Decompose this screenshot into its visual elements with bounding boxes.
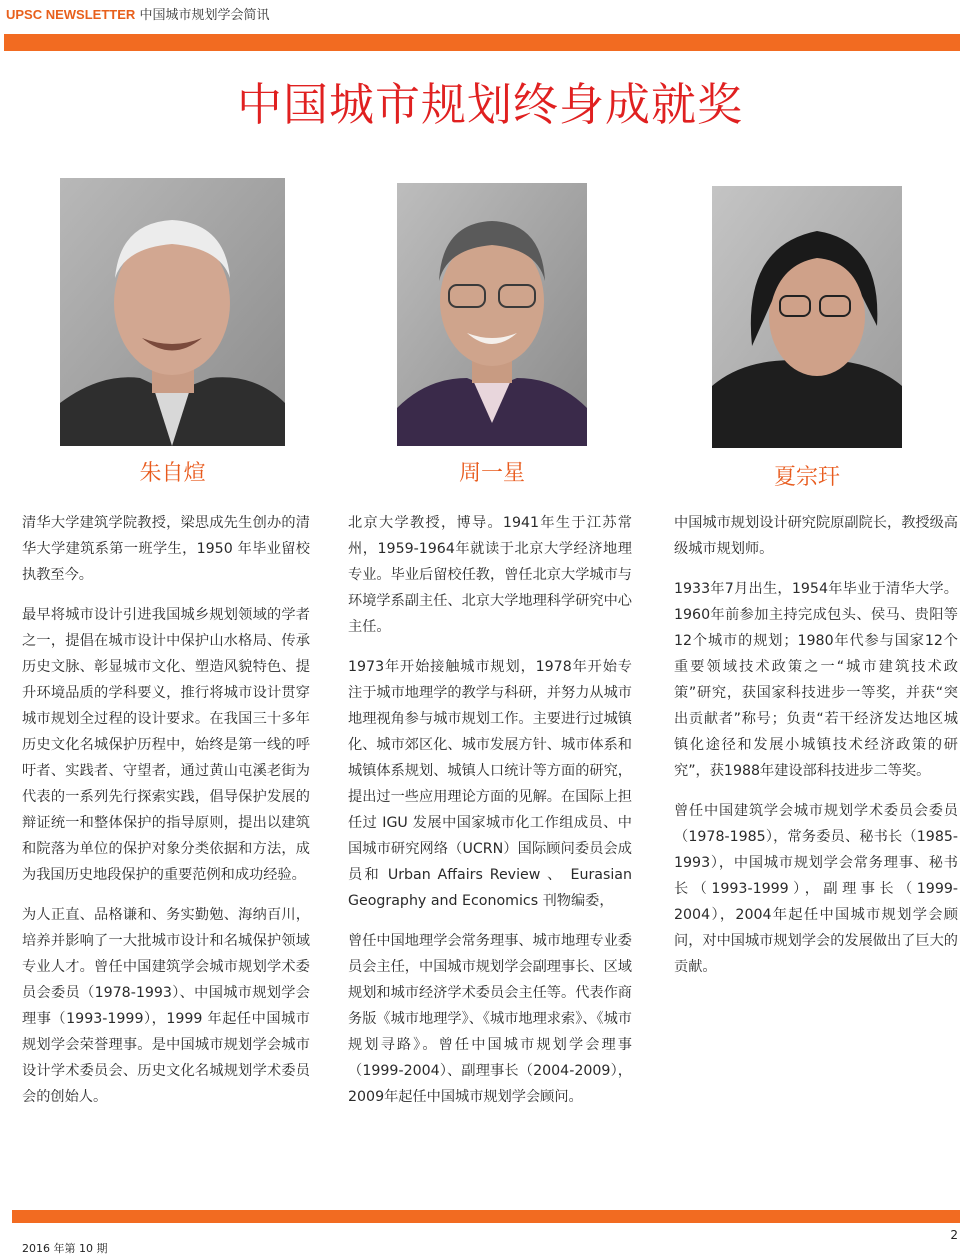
page-title: 中国城市规划终身成就奖 xyxy=(236,78,743,131)
portrait-photo-2 xyxy=(397,183,587,446)
name-2: 周一星 xyxy=(458,461,525,486)
newsletter-subtitle: 中国城市规划学会简讯 xyxy=(139,8,270,23)
newsletter-header xyxy=(6,4,269,23)
bio-column-2 xyxy=(348,510,632,1124)
bio-paragraph: 曾任中国地理学会常务理事、城市地理专业委员会主任，中国城市规划学会副理事长、区域规划和城市经济学术委员会主任等。代表作商务版《城市地理学》、《城市地理求索》、《城市规划寻路》。曾任中国城市规划学会理事（1999-2004）、副理事长（2004-2009），2009年起任中国城市规划学会顾问。 xyxy=(348,933,632,1105)
portrait-photo-1 xyxy=(60,178,285,446)
bio-paragraph: 1973年开始接触城市规划，1978年开始专注于城市地理学的教学与科研，并努力从城市地理视角参与城市规划工作。主要进行过城镇化、城市郊区化、城市发展方针、城市体系和城镇体系规划、城镇人口统计等方面的研究，提出过一些应用理论方面的见解。在国际上担任过 IGU 发展中国家城市化工作组成员、中国城市研究网络（UCRN）国际顾问委员会成员和 Urban Affairs Review 、 Eurasian Geography and Economics 刊物编委， xyxy=(348,659,632,909)
header-orange-bar xyxy=(4,34,960,51)
name-3: 夏宗玕 xyxy=(773,465,840,490)
newsletter-brand: UPSC NEWSLETTER xyxy=(6,7,136,22)
issue-label: 2016 年第 10 期 xyxy=(22,1242,108,1255)
bio-paragraph: 1933年7月出生，1954年毕业于清华大学。1960年前参加主持完成包头、侯马、贵阳等12个城市的规划；1980年代参与国家12个重要领域技术政策之一“城市建筑技术政策”研究，获国家科技进步一等奖，并获“突出贡献者”称号；负责“若干经济发达地区城镇化途径和发展小城镇技术经济政策的研究”，获1988年建设部科技进步二等奖。 xyxy=(674,581,958,779)
bio-paragraph: 最早将城市设计引进我国城乡规划领域的学者之一，提倡在城市设计中保护山水格局、传承历史文脉、彰显城市文化、塑造风貌特色、提升环境品质的学科要义，推行将城市设计贯穿城市规划全过程的设计要求。在我国三十多年历史文化名城保护历程中，始终是第一线的呼吁者、实践者、守望者，通过黄山屯溪老街为代表的一系列先行探索实践，倡导保护发展的辩证统一和整体保护的指导原则，提出以建筑和院落为单位的保护对象分类依据和方法，成为我国历史地段保护的重要范例和成功经验。 xyxy=(22,607,310,883)
bio-column-3 xyxy=(674,510,958,994)
bio-paragraph: 为人正直、品格谦和、务实勤勉、海纳百川，培养并影响了一大批城市设计和名城保护领域专业人才。曾任中国建筑学会城市规划学术委员会委员（1978-1993）、中国城市规划学会理事（1993-1999），1999 年起任中国城市规划学会荣誉理事。是中国城市规划学会城市设计学术委员会、历史文化名城规划学术委员会的创始人。 xyxy=(22,907,310,1105)
portrait-photo-3 xyxy=(712,186,902,448)
bio-paragraph: 中国城市规划设计研究院原副院长，教授级高级城市规划师。 xyxy=(674,515,958,557)
bio-paragraph: 曾任中国建筑学会城市规划学术委员会委员（1978-1985），常务委员、秘书长（1985-1993），中国城市规划学会常务理事、秘书长（1993-1999），副理事长（1999-2004），2004年起任中国城市规划学会顾问，对中国城市规划学会的发展做出了巨大的贡献。 xyxy=(674,803,958,975)
bio-column-1 xyxy=(22,510,310,1124)
bio-paragraph: 北京大学教授，博导。1941年生于江苏常州，1959-1964年就读于北京大学经济地理专业。毕业后留校任教，曾任北京大学城市与环境学系副主任、北京大学地理科学研究中心主任。 xyxy=(348,515,632,635)
footer-orange-bar xyxy=(12,1210,960,1223)
bio-paragraph: 清华大学建筑学院教授，梁思成先生创办的清华大学建筑系第一班学生，1950 年毕业留校执教至今。 xyxy=(22,515,310,583)
name-1: 朱自煊 xyxy=(139,461,206,486)
page-number: 2 xyxy=(950,1228,958,1242)
